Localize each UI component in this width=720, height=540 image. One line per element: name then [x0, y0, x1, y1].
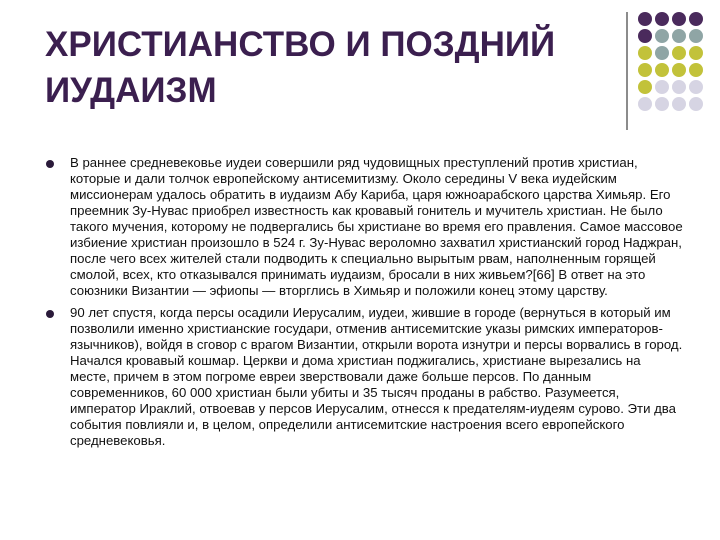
- decorative-dot: [655, 29, 669, 43]
- list-item: [44, 155, 684, 299]
- decorative-dot: [689, 80, 703, 94]
- decorative-dot: [655, 63, 669, 77]
- bullet-text: В раннее средневековье иудеи совершили ряд чудовищных преступлений против христиан, которые и дали толчок европейскому антисемитизму. Около середины V века иудейским миссионерам удалось обратить в иудаизм Абу Кариба, царя южноарабского царства Химьяр. Его преемник Зу-Нувас приобрел известность как кровавый гонитель и мучитель христиан. Не было такого мучения, которому не подвергались бы христиане во время его правления. Самое массовое избиение христиан произошло в 524 г. Зу-Нувас вероломно захватил христианский город Наджран, после чего всех жителей стали подводить к специально вырытым рвам, наполненным горящей смолой, всех, кто отказывался принимать иудаизм, бросали в них живьем?[66] В ответ на это союзники Византии — эфиопы — вторглись в Химьяр и положили конец этому царству.: [70, 155, 683, 298]
- decorative-dot: [672, 63, 686, 77]
- decorative-dot: [689, 97, 703, 111]
- decorative-dot: [638, 46, 652, 60]
- decorative-dot: [638, 97, 652, 111]
- decorative-dot: [672, 97, 686, 111]
- decorative-dot: [689, 12, 703, 26]
- slide-title: ХРИСТИАНСТВО И ПОЗДНИЙ ИУДАИЗМ: [45, 25, 556, 110]
- decorative-dot: [672, 29, 686, 43]
- bullet-icon: [46, 310, 54, 318]
- decorative-dot: [655, 46, 669, 60]
- decorative-dot: [672, 46, 686, 60]
- bullet-icon: [46, 160, 54, 168]
- decorative-dot: [638, 12, 652, 26]
- decorative-dot: [638, 29, 652, 43]
- decorative-dot: [655, 97, 669, 111]
- decorative-dot: [689, 29, 703, 43]
- decorative-dot: [672, 80, 686, 94]
- decorative-dot: [689, 46, 703, 60]
- decorative-dot: [655, 12, 669, 26]
- bullet-text: 90 лет спустя, когда персы осадили Иерусалим, иудеи, жившие в городе (вернуться в который им позволили именно христианские государи, отменив антисемитские указы римских императоров-язычников), войдя в сговор с врагом Византии, открыли ворота изнутри и персы ворвались в город. Начался кровавый кошмар. Церкви и дома христиан поджигались, христиане вырезались на месте, причем в этом погроме евреи зверствовали даже больше персов. По данным современников, 60 000 христиан были убиты и 35 тысяч проданы в рабство. Разумеется, император Ираклий, отвоевав у персов Иерусалим, отнесся к предателям-иудеям сурово. Эти два события повлияли и, в целом, определили антисемитские настроения всего европейского средневековья.: [70, 305, 683, 448]
- decorative-dot: [638, 80, 652, 94]
- decorative-dot-grid: [638, 12, 703, 111]
- vertical-divider: [626, 12, 628, 130]
- decorative-dot: [655, 80, 669, 94]
- decorative-dot: [672, 12, 686, 26]
- decorative-dot: [638, 63, 652, 77]
- list-item: [44, 305, 684, 449]
- bullet-list: [44, 155, 684, 455]
- decorative-dot: [689, 63, 703, 77]
